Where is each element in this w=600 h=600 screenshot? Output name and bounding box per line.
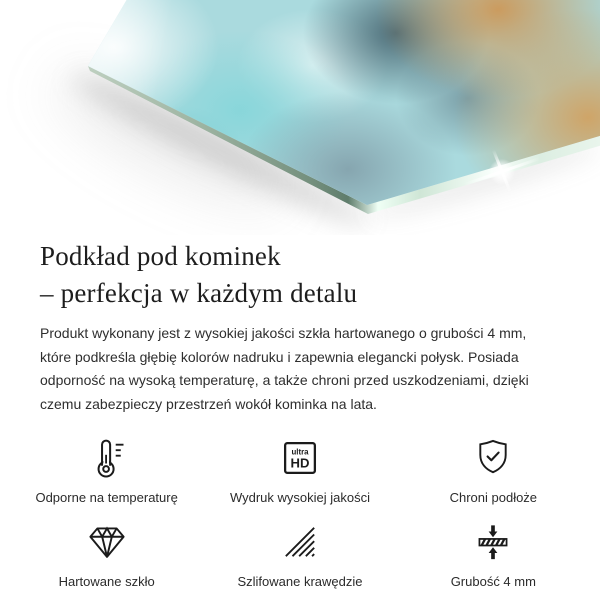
- polished-edges-icon: [280, 519, 320, 565]
- feature-thickness-4mm: [397, 519, 590, 589]
- feature-label: Chroni podłoże: [449, 490, 538, 505]
- page-title: [40, 238, 560, 312]
- feature-label: Hartowane szkło: [58, 574, 155, 589]
- feature-temperature-resistant: [10, 435, 203, 505]
- feature-label: Odporne na temperaturę: [35, 490, 178, 505]
- thickness-4mm-icon: [472, 519, 514, 565]
- page-title-line1: Podkład pod kominek: [40, 241, 281, 271]
- page-title-line2: – perfekcja w każdym detalu: [40, 278, 358, 308]
- ultra-hd-icon: [279, 435, 321, 481]
- product-hero-image: [0, 0, 600, 235]
- feature-tempered-glass: [10, 519, 203, 589]
- svg-text:HD: HD: [290, 455, 310, 471]
- feature-label: Wydruk wysokiej jakości: [229, 490, 370, 505]
- feature-label: Szlifowane krawędzie: [237, 574, 363, 589]
- feature-grid: [10, 435, 590, 589]
- feature-print-quality: [203, 435, 396, 505]
- feature-label: Grubość 4 mm: [450, 574, 536, 589]
- shield-check-icon: [472, 435, 514, 481]
- feature-protects-floor: [397, 435, 590, 505]
- diamond-icon: [86, 519, 128, 565]
- thermometer-icon: [85, 435, 129, 481]
- feature-polished-edges: [203, 519, 396, 589]
- product-description-section: [0, 238, 600, 589]
- product-description-text: Produkt wykonany jest z wysokiej jakości szkła hartowanego o grubości 4 mm, które podkreśla głębię kolorów nadruku i zapewnia elegancki połysk. Posiada odporność na wysoką temperaturę, a także chroni przed uszkodzeniami, dzięki czemu zabezpieczy przestrzeń wokół kominka na lata.: [40, 325, 529, 412]
- svg-text:ultra: ultra: [291, 447, 309, 457]
